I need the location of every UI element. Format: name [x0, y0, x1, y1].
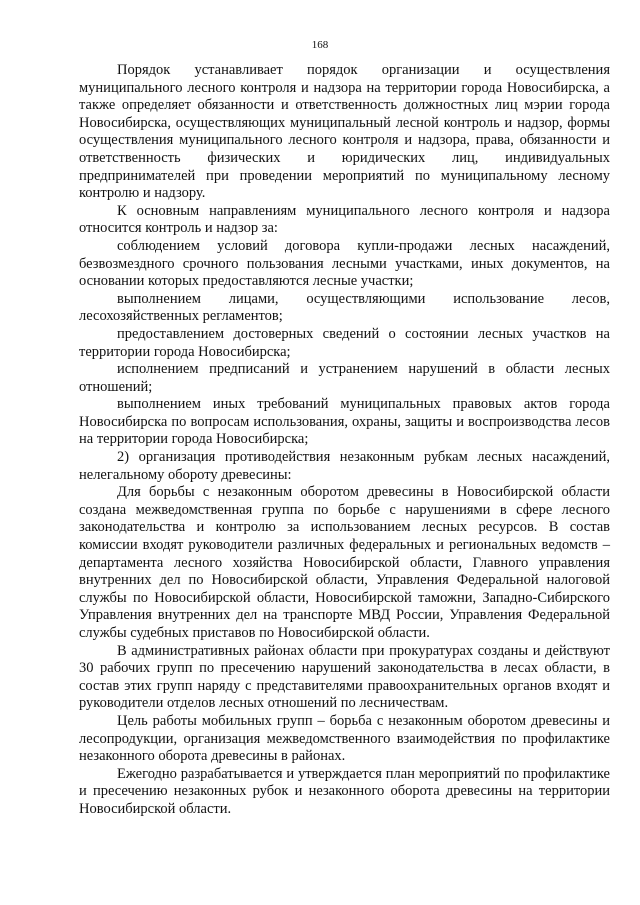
paragraph: Цель работы мобильных групп – борьба с незаконным оборотом древесины и лесопродукции, организация межведомственного взаимодействия по профилактике незаконного оборота древесины в районах. [79, 712, 610, 765]
paragraph: выполнением лицами, осуществляющими использование лесов, лесохозяйственных регламентов; [79, 290, 610, 325]
paragraph: В административных районах области при прокуратурах созданы и действуют 30 рабочих групп по пресечению нарушений законодательства в лесах области, в состав этих групп наряду с представителями правоохранительных органов входят и руководители отделов лесных отношений по лесничествам. [79, 642, 610, 712]
paragraph: 2) организация противодействия незаконным рубкам лесных насаждений, нелегальному обороту древесины: [79, 449, 610, 483]
paragraph: исполнением предписаний и устранением нарушений в области лесных отношений; [79, 361, 610, 395]
paragraph: Для борьбы с незаконным оборотом древесины в Новосибирской области создана межведомственная группа по борьбе с нарушениями в сфере лесного законодательства и контролю за использованием лесных ресурсов. В состав комиссии входят руководители различных федеральных и региональных ведомств – департамента лесного хозяйства Новосибирской области, Главного управления внутренних дел по Новосибирской области, Управления Федеральной налоговой службы по Новосибирской области, Новосибирской таможни, Западно-Сибирского Управления внутренних дел на транспорте МВД России, Управления Федеральной службы судебных приставов по Новосибирской области. [79, 484, 610, 641]
paragraph: соблюдением условий договора купли-продажи лесных насаждений, безвозмездного срочного пользования лесными участками, иных документов, на основании которых предоставляются лесные участки; [79, 237, 610, 290]
page-number: 168 [311, 39, 329, 51]
paragraph: Ежегодно разрабатывается и утверждается план мероприятий по профилактике и пресечению незаконных рубок и незаконного оборота древесины на территории Новосибирской области. [79, 765, 610, 817]
paragraph: Порядок устанавливает порядок организации и осуществления муниципального лесного контроля и надзора на территории города Новосибирска, а также определяет обязанности и ответственность должностных лиц мэрии города Новосибирска, осуществляющих муниципальный лесной контроль и надзор, формы осуществления муниципального лесного контроля и надзора, права, обязанности и ответственность физических и юридических лиц, индивидуальных предпринимателей при проведении мероприятий по муниципальному лесному контролю и надзору. [79, 62, 610, 202]
paragraph: предоставлением достоверных сведений о состоянии лесных участков на территории города Новосибирска; [79, 325, 610, 360]
document-body [79, 62, 610, 819]
paragraph: К основным направлениям муниципального лесного контроля и надзора относится контроль и надзор за: [79, 202, 610, 237]
paragraph: выполнением иных требований муниципальных правовых актов города Новосибирска по вопросам использования, охраны, защиты и воспроизводства лесов на территории города Новосибирска; [79, 396, 610, 448]
